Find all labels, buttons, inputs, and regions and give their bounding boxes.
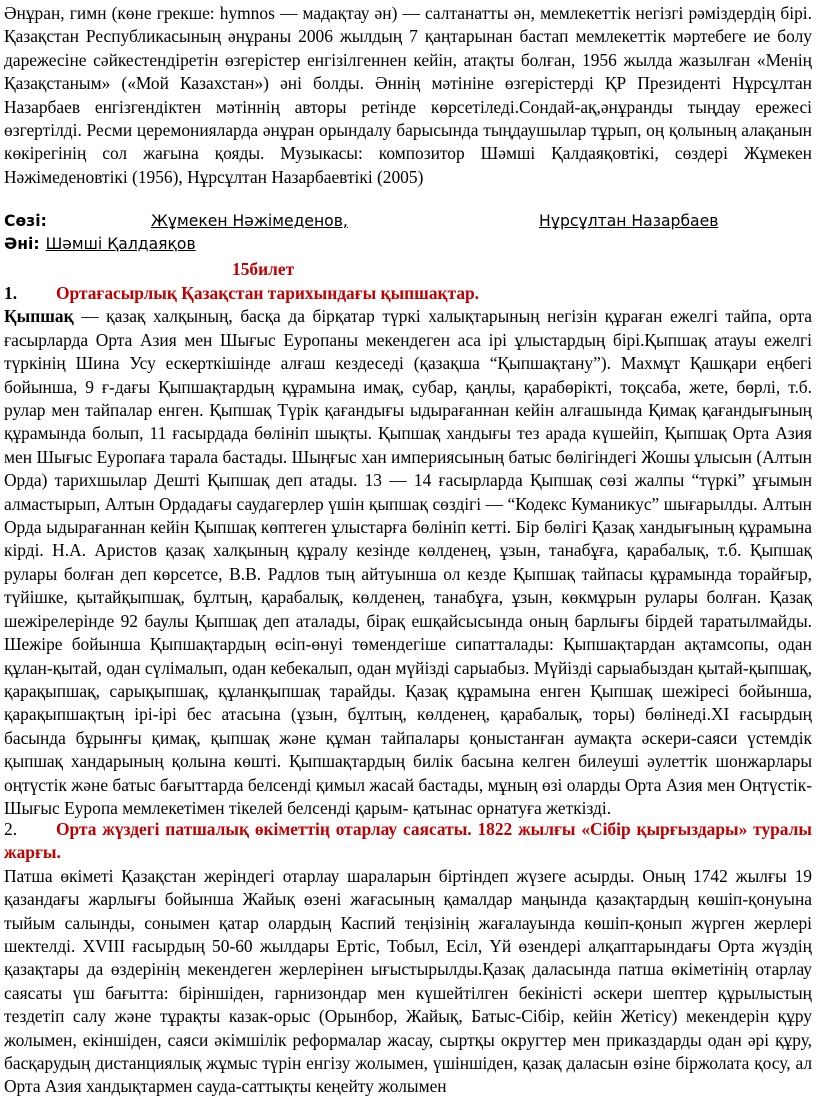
question-1-number: 1. (4, 283, 18, 303)
question-1-heading (4, 282, 812, 305)
question-2-title: Орта жүздегі патшалық өкіметтің отарлау саясаты. 1822 жылғы «Сібір қырғыздары» туралы жарғы. (4, 819, 812, 863)
ticket-heading: 15билет (232, 259, 295, 279)
question-2-number: 2. (4, 819, 18, 839)
question-1 (4, 282, 812, 820)
words-line (4, 212, 812, 234)
term-kipchak: Қыпшақ (4, 306, 74, 327)
question-2-body: Патша өкіметі Қазақстан жеріндегі отарлау шараларын біртіндеп жүзеге асырды. Оның 1742 жылғы 19 қазандағы жарлығы бойынша Жайық өзені жағасының қамалдар маңында қазақтардың көшіп-қонуына тыйым салынды, сонымен қатар олардың Каспий теңізінің жағалауында көшіп-қонып жүрген жерлері шектелді. XVIII ғасырдың 50-60 жылдары Ертіс, Тобыл, Есіл, Үй өзендері алқаптарындағы Орта жүздің қазақтары да өздерінің мекендеген жерлерінен ығыстырылды.Қазақ даласында патша өкіметінің отарлау саясаты үш бағытта: біріншіден, гарнизондар мен күшейтілген бекіністі әскери шептер құрылыстың тездетіп салу және тұрақты казак-орыс (Орынбор, Жайық, Батыс-Сібір, кейін Жетісу) мекендерін құру жолымен, екіншіден, саяси әкімшілік реформалар жасау, сыртқы округтер мен приказдарды одан әрі құру, басқарудың дистанциялық жұмыс түрін енгізу жолымен, үшіншіден, қазақ даласын өзіне біржолата қосу, ал Орта Азия хандықтармен сауда-саттықты кеңейту жолымен (4, 865, 812, 1097)
anthem-credits (4, 212, 812, 257)
words-label: Сөзі: (4, 212, 47, 230)
question-2 (4, 818, 812, 1099)
words-author-2: Нұрсұлтан Назарбаев (539, 212, 719, 230)
words-author-1: Жұмекен Нәжімеденов, (151, 212, 348, 230)
question-1-title: Ортағасырлық Қазақстан тарихындағы қыпшақтар. (56, 283, 480, 303)
anthem-section (4, 2, 812, 189)
anthem-paragraph: Әнұран, гимн (көне грекше: һymnos — мадақтау ән) — салтанатты ән, мемлекеттік негізгі рәміздердің бірі. Қазақстан Республикасының әнұраны 2006 жылдың 7 қаңтарынан бастап мемлекеттік мәртебеге ие болу дарежесіне сәйкестендіретін өзгерістер енгізілгеннен кейін, атақты болған, 1956 жылда жазылған «Менің Қазақстаным» («Мой Казахстан») әні болды. Әннің мәтініне өзгерістерді ҚР Президенті Нұрсұлтан Назарбаев енгізгендіктен мәтіннің авторы ретінде көрсетіледі.Сондай-ақ,әнұранды тыңдау ережесі өзгертілді. Ресми церемонияларда әнұран орындалу барысында тыңдаушылар тұрып, оң қолының алақанын көкірегінің сол жағына қояды. Музыкасы: композитор Шәмші Қалдаяқовтікі, сөздері Жұмекен Нәжімеденовтікі (1956), Нұрсұлтан Назарбаевтікі (2005) (4, 3, 812, 187)
question-2-heading (4, 818, 812, 865)
question-1-body (4, 305, 812, 820)
question-1-text: — қазақ халқының, басқа да бірқатар түркі халықтарының негізін құраған ежелгі тайпа, орта ғасырларда Орта Азия мен Шығыс Еуропаны мекендеген аса ірі ұлыстардың бірі.Қыпшақ атауы ежелгі түркінің Шина Усу ескерткішінде алғаш кездеседі (қазақша “Қыпшақтану”). Махмұт Қашқари еңбегі бойынша, 9 ғ-дағы Қыпшақтардың құрамына имақ, субар, қаңлы, қарабөрікті, тоқсаба, жете, бөрлі, т.б. рулар мен тайпалар енген. Қыпшақ Түрік қағандығы ыдырағаннан кейін алғашында Қимақ қағандығының құрамында болып, 11 ғасырдада бөлініп шықты. Қыпшақ хандығы тез арада күшейіп, Қыпшақ Орта Азия мен Шығыс Еуропаға тарала бастады. Шыңғыс хан империясының батыс бөлігіндегі Жошы ұлысын (Алтын Орда) тарихшылар Дешті Қыпшақ деп атады. 13 — 14 ғасырларда Қыпшақ сөзі жалпы “түркі” ұғымын алмастырып, Алтын Ордадағы саудагерлер үшін қыпшақ сөздігі — “Кодекс Куманикус” шығарылды. Алтын Орда ыдырағаннан кейін Қыпшақ көптеген ұлыстарға бөлініп кетті. Бір бөлігі Қазақ хандығының құрамына кірді. Н.А. Аристов қазақ халқының құралу кезінде көлденең, ұзын, танабұға, қарабалық, т.б. Қыпшақ рулары болған деп көрсетсе, В.В. Радлов тың айтуынша ол кезде Қыпшақ тайпасы құрамында торайғыр, түйішке, қытайқыпшақ, бұлтың, қарабалық, көлденең, танабұға, ұзын, көкмұрын рулары болған. Қазақ шежірелерінде 92 баулы Қыпшақ деп аталады, бірақ ешқайсысында оның барлығы бірдей таратылмайды. Шежіре бойынша Қыпшақтардың өсіп-өнуі төмендегіше сипатталады: Қыпшақтардан ақтамсопы, одан құлан-қытай, одан сүлімалып, одан кебекалып, одан мүйізді сарыабыз. Мүйізді сарыабыздан қытай-қыпшақ, қарақыпшақ, сарықыпшақ, құланқыпшақ тарайды. Қазақ құрамына енген Қыпшақ шежіресі бойынша, қарақыпшақтың ірі-ірі бес атасына (ұзын, бұлтың, көлденең, қарабалық, торы) бөлінеді.XI ғасырдың басында бұрынғы қимақ, қыпшақ және құман тайпалары қоныстанған аумақта әскери-саяси үстемдік қыпшақ хандарының қолына көшті. Қыпшақтардың билік басына келген билеуші әулеттік шонжарлары оңтүстік және батыс бағыттарда белсенді қимыл жасай бастады, мұның өзі оларды Орта Азия мен Оңтүстік-Шығыс Еуропа мемлекетімен тікелей белсенді қарым- қатынас орнатуға жеткізді. (4, 306, 812, 818)
music-label: Әні: (4, 235, 40, 253)
music-author: Шәмші Қалдаяқов (45, 235, 196, 253)
music-line (4, 235, 812, 257)
